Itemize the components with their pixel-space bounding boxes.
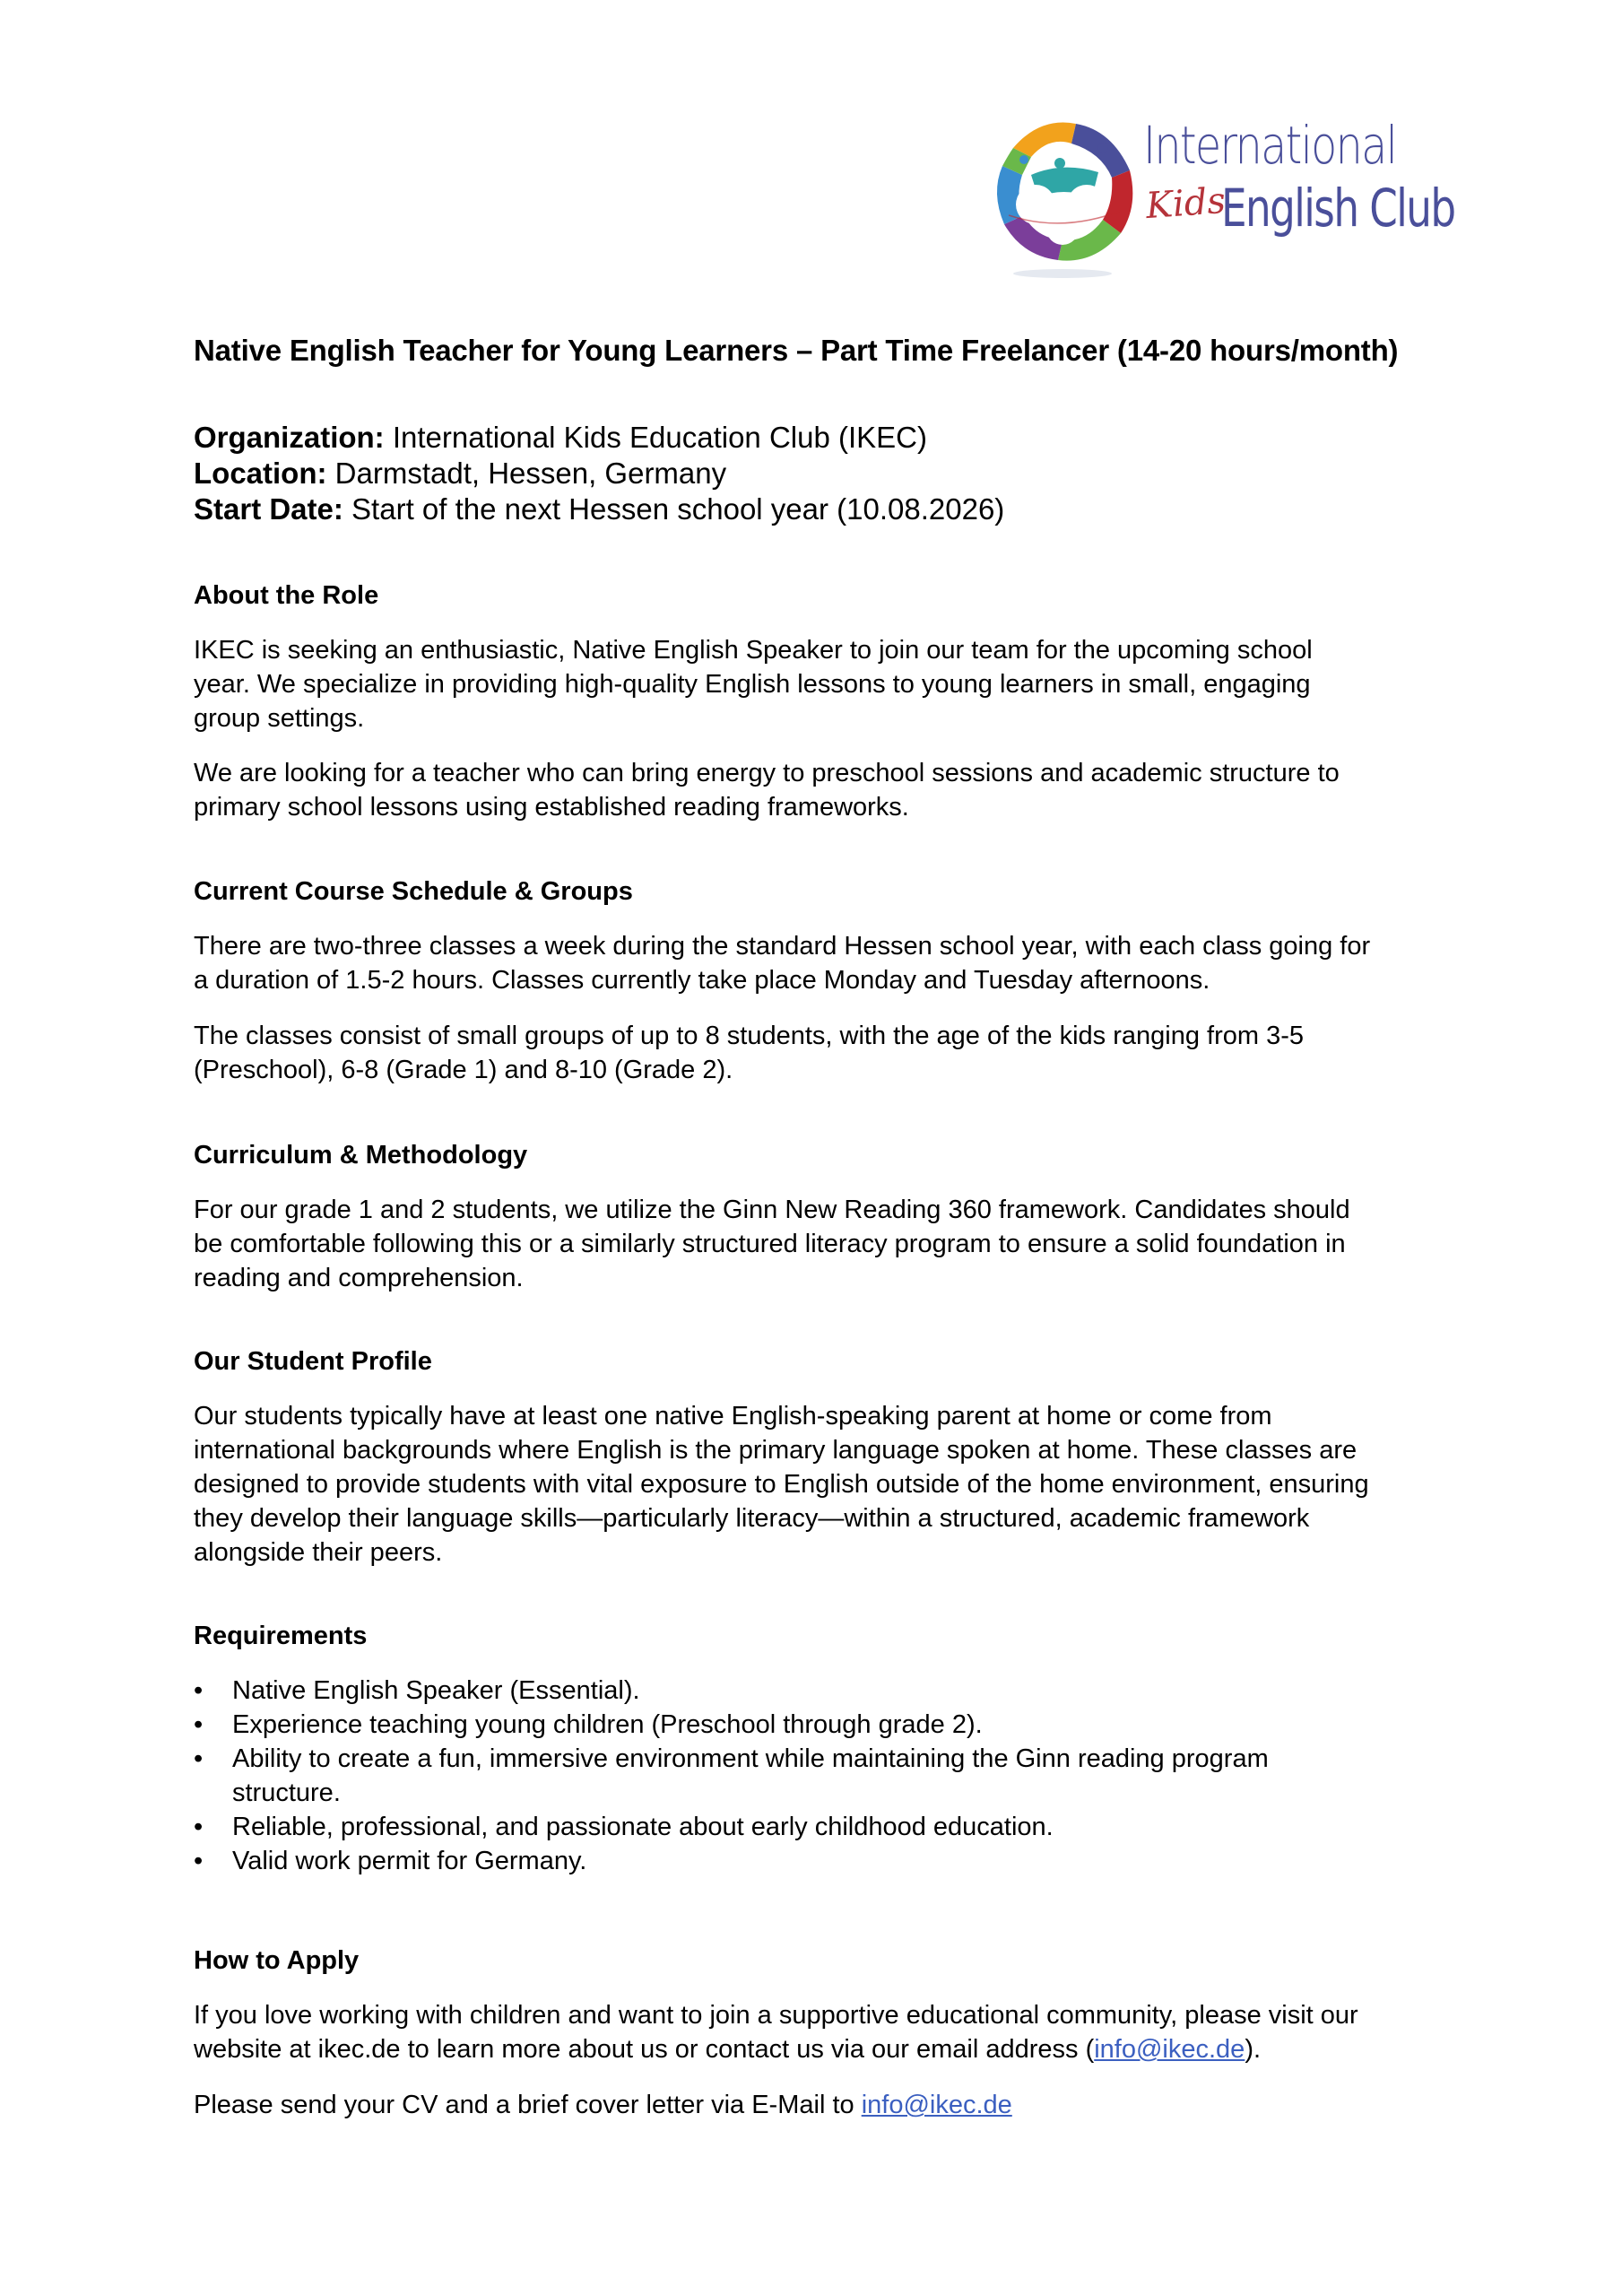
schedule-paragraph-1	[194, 929, 1467, 997]
organization-label: Organization:	[194, 421, 385, 454]
requirement-item	[194, 1844, 1467, 1878]
text-line: We are looking for a teacher who can bring energy to preschool sessions and academic structure to	[194, 759, 1340, 787]
logo-text-kids: Kids	[1144, 179, 1227, 228]
curriculum-paragraph	[194, 1193, 1467, 1295]
email-link[interactable]: info@ikec.de	[1094, 2035, 1245, 2064]
text-line: There are two-three classes a week during the standard Hessen school year, with each class going for	[194, 932, 1371, 961]
start-date-row	[194, 491, 1004, 527]
text-line: group settings.	[194, 704, 365, 733]
text-line: Valid work permit for Germany.	[232, 1847, 587, 1875]
about-paragraph-2	[194, 756, 1467, 824]
job-title: Native English Teacher for Young Learners – Part Time Freelancer (14-20 hours/month)	[194, 334, 1399, 367]
section-heading-requirements: Requirements	[194, 1622, 368, 1650]
text-line: designed to provide students with vital exposure to English outside of the home environment, ensuring	[194, 1470, 1369, 1499]
bullet-icon: •	[194, 1710, 204, 1739]
text-line: year. We specialize in providing high-quality English lessons to young learners in small, engaging	[194, 670, 1311, 699]
schedule-paragraph-2	[194, 1019, 1467, 1087]
text-line: a duration of 1.5-2 hours. Classes currently take place Monday and Tuesday afternoons.	[194, 966, 1210, 995]
logo-text-english-club: English Club	[1221, 178, 1455, 239]
organization-row	[194, 420, 1004, 456]
location-value: Darmstadt, Hessen, Germany	[326, 457, 727, 490]
apply-paragraph-2	[194, 2088, 1467, 2122]
profile-paragraph	[194, 1399, 1467, 1570]
text-line: international backgrounds where English is the primary language spoken at home. These classes are	[194, 1436, 1357, 1465]
bullet-icon: •	[194, 1847, 204, 1875]
text-line: The classes consist of small groups of up to 8 students, with the age of the kids ranging from 3-5	[194, 1022, 1304, 1050]
organization-value: International Kids Education Club (IKEC)	[384, 421, 927, 454]
text-line: Our students typically have at least one native English-speaking parent at home or come from	[194, 1402, 1272, 1431]
text-line: Ability to create a fun, immersive environment while maintaining the Ginn reading program	[232, 1744, 1269, 1773]
text-line: For our grade 1 and 2 students, we utilize the Ginn New Reading 360 framework. Candidates should	[194, 1196, 1350, 1224]
text-line: reading and comprehension.	[194, 1264, 524, 1292]
ikec-logo	[986, 108, 1455, 287]
start-date-value: Start of the next Hessen school year (10.08.2026)	[343, 492, 1005, 526]
text-line: If you love working with children and want to join a supportive educational community, please visit our	[194, 2001, 1358, 2030]
text-line	[194, 2088, 1467, 2122]
requirements-list	[194, 1674, 1467, 1878]
logo-text-international: International	[1143, 115, 1397, 176]
bullet-icon: •	[194, 1676, 204, 1705]
section-heading-profile: Our Student Profile	[194, 1347, 432, 1376]
text-line: Reliable, professional, and passionate about early childhood education.	[232, 1813, 1054, 1841]
bullet-icon: •	[194, 1744, 204, 1773]
text-line: alongside their peers.	[194, 1538, 443, 1567]
text-segment: website at ikec.de to learn more about us or contact us via our email address (	[194, 2035, 1095, 2064]
bullet-icon: •	[194, 1813, 204, 1841]
text-line	[194, 2032, 1467, 2066]
text-line: structure.	[232, 1779, 341, 1807]
text-line: Native English Speaker (Essential).	[232, 1676, 640, 1705]
text-line: be comfortable following this or a similarly structured literacy program to ensure a solid foundation in	[194, 1230, 1346, 1258]
job-meta	[194, 420, 1004, 527]
location-row	[194, 456, 1004, 491]
text-line: IKEC is seeking an enthusiastic, Native English Speaker to join our team for the upcoming school	[194, 636, 1313, 665]
text-segment: ).	[1245, 2035, 1262, 2064]
text-segment: Please send your CV and a brief cover letter via E-Mail to	[194, 2091, 862, 2119]
requirement-item	[194, 1742, 1467, 1810]
apply-paragraph-1	[194, 1998, 1467, 2066]
text-line: they develop their language skills—particularly literacy—within a structured, academic framework	[194, 1504, 1310, 1533]
email-link[interactable]: info@ikec.de	[861, 2091, 1012, 2119]
section-heading-curriculum: Curriculum & Methodology	[194, 1141, 528, 1170]
requirement-item	[194, 1674, 1467, 1708]
text-line: Experience teaching young children (Preschool through grade 2).	[232, 1710, 983, 1739]
section-heading-schedule: Current Course Schedule & Groups	[194, 877, 633, 906]
about-paragraph-1	[194, 633, 1467, 735]
globe-children-icon	[986, 108, 1143, 287]
text-line: primary school lessons using established reading frameworks.	[194, 793, 909, 822]
section-heading-apply: How to Apply	[194, 1946, 360, 1975]
requirement-item	[194, 1708, 1467, 1742]
requirement-item	[194, 1810, 1467, 1844]
start-date-label: Start Date:	[194, 492, 343, 526]
text-line: (Preschool), 6-8 (Grade 1) and 8-10 (Grade 2).	[194, 1056, 733, 1084]
location-label: Location:	[194, 457, 327, 490]
section-heading-about: About the Role	[194, 581, 379, 610]
